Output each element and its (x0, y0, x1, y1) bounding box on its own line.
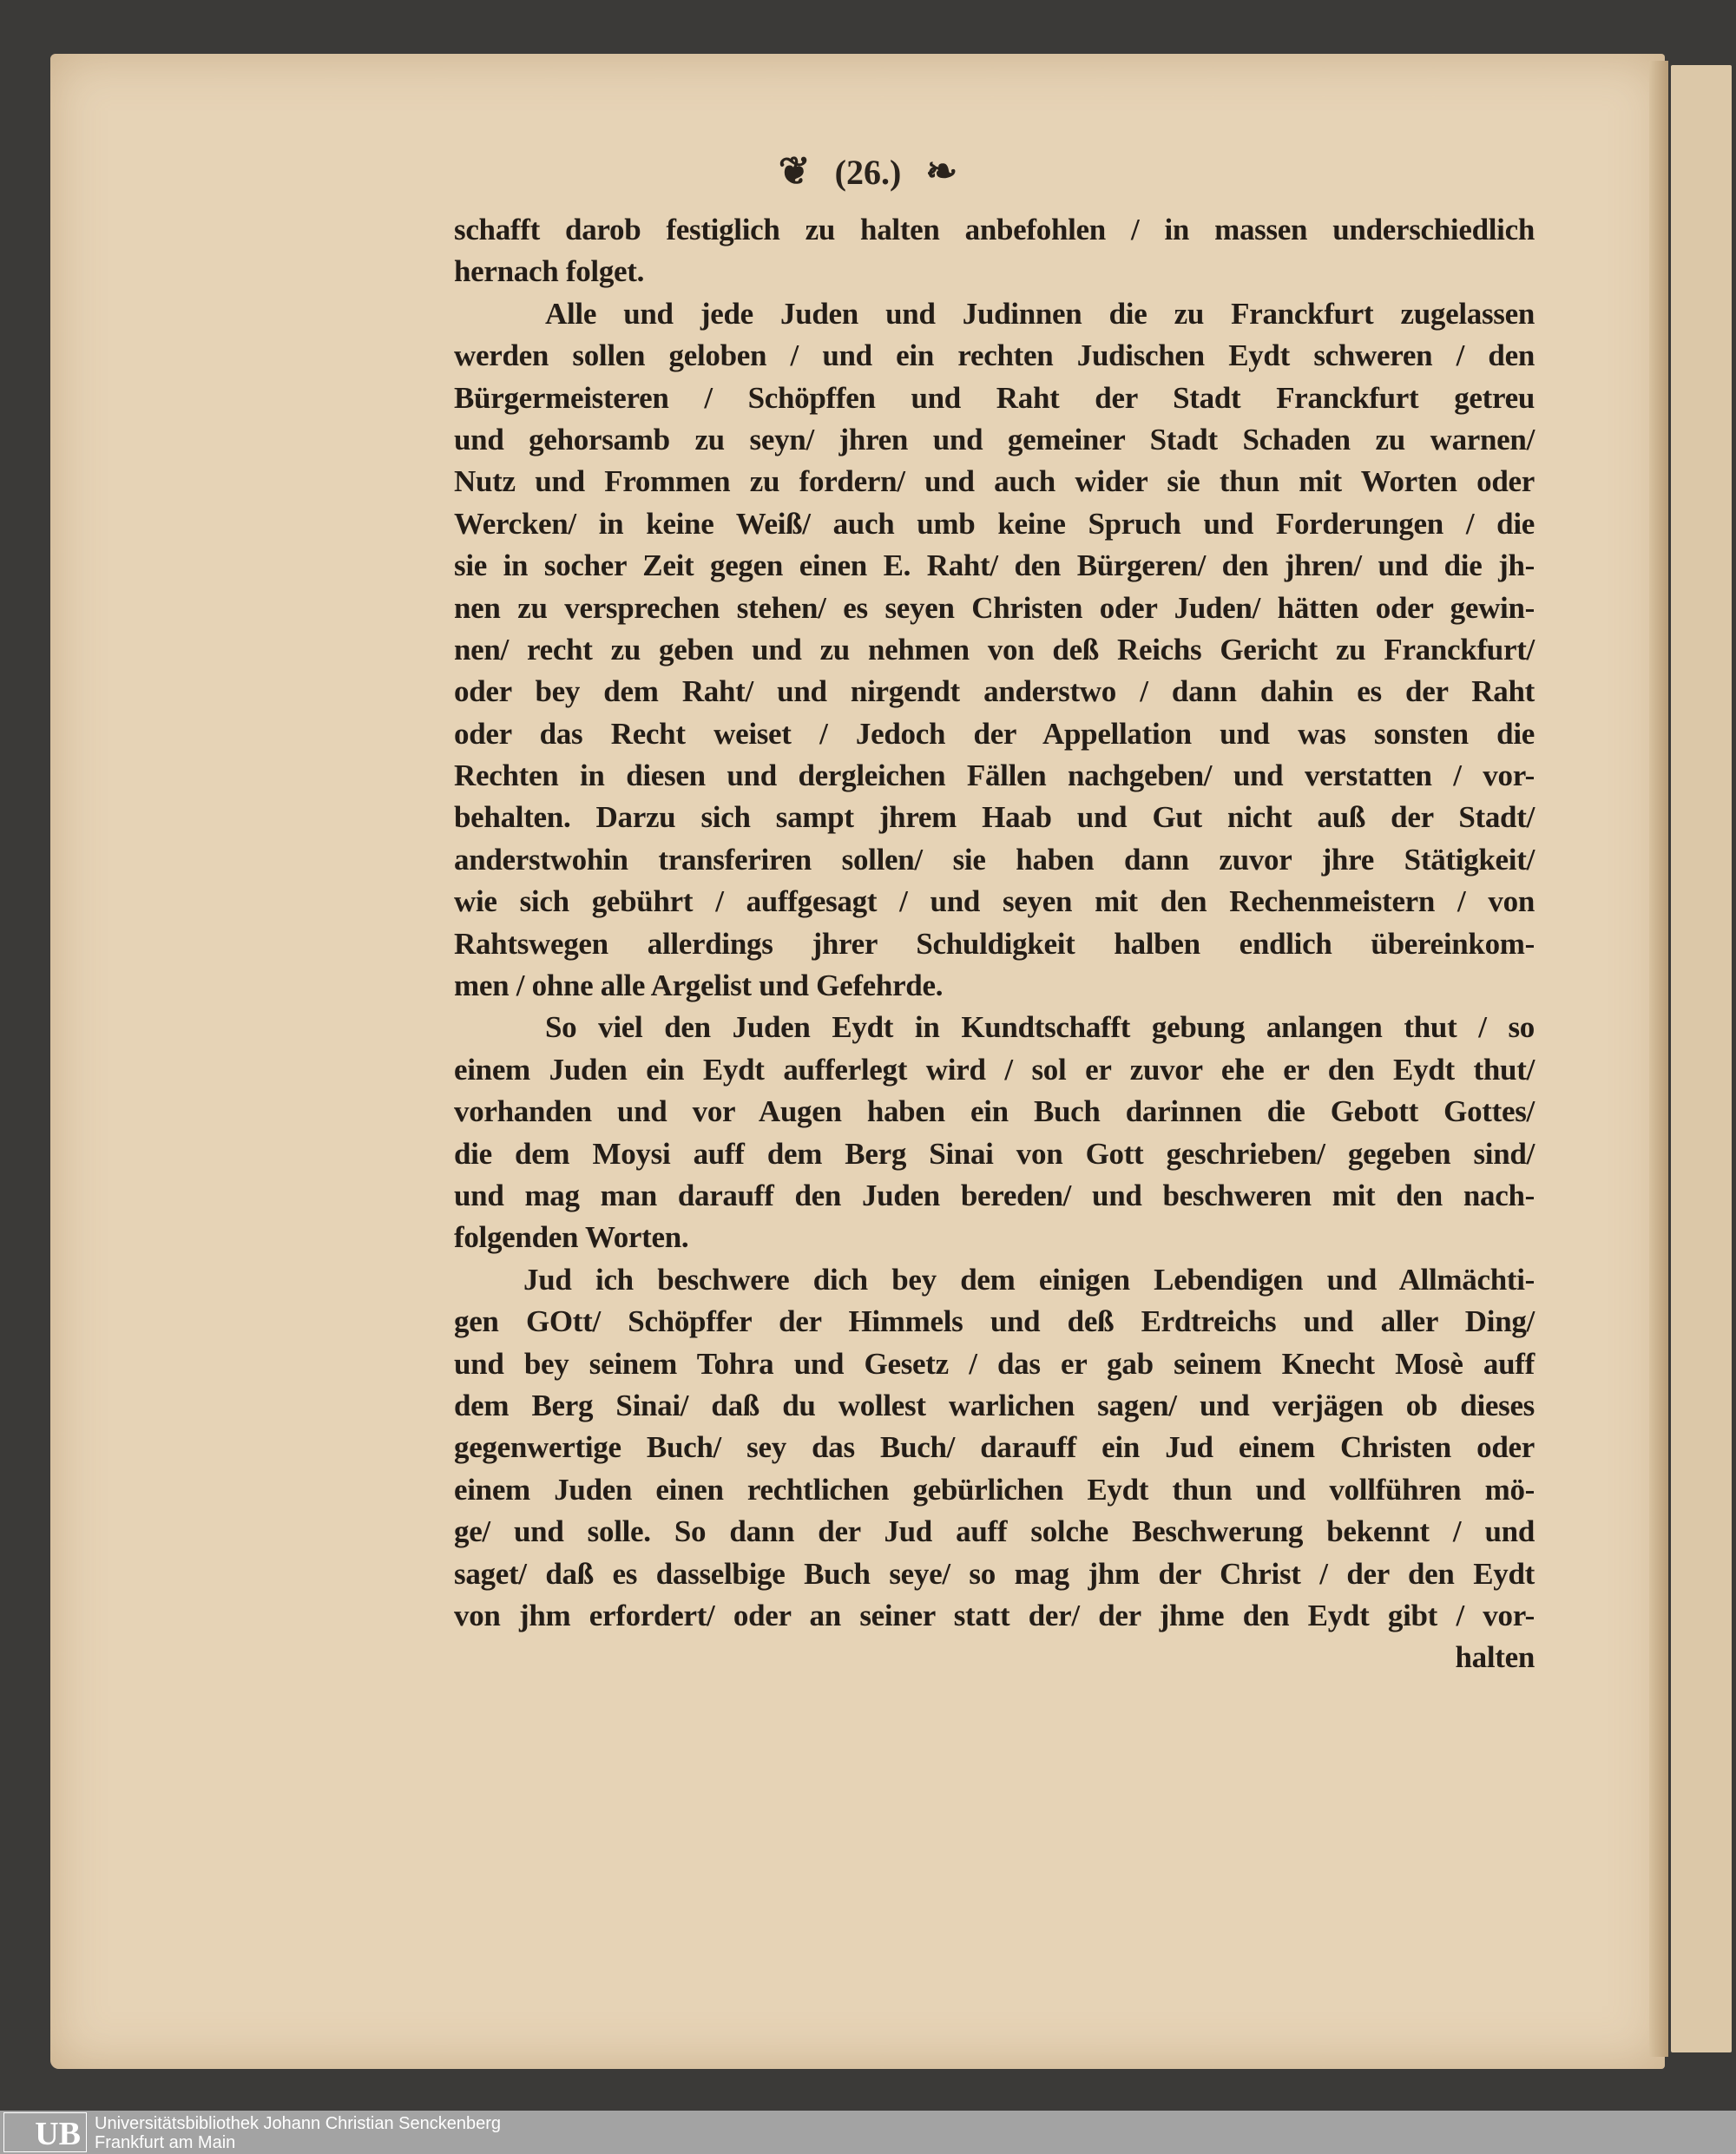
footer-library-name: Universitätsbibliothek Johann Christian Senckenberg (95, 2114, 502, 2133)
facing-page-edge (1671, 65, 1732, 2052)
text-line: saget/ daß es dasselbige Buch seye/ so mag jhm der Christ / der den Eydt (454, 1556, 1535, 1591)
text-line: Jud ich beschwere dich bey dem einigen Lebendigen und Allmächti- (523, 1262, 1535, 1297)
text-line: von jhm erfordert/ oder an seiner statt der/ der jhme den Eydt gibt / vor- (454, 1598, 1535, 1632)
text-line: Nutz und Frommen zu fordern/ und auch wider sie thun mit Worten oder (454, 464, 1535, 499)
ornament-right-icon: ❧ (925, 150, 958, 193)
text-line: Rechten in diesen und dergleichen Fällen nachgeben/ und verstatten / vor- (454, 758, 1535, 793)
text-line: die dem Moysi auff dem Berg Sinai von Gott geschrieben/ gegeben sind/ (454, 1136, 1535, 1171)
text-line: sie in socher Zeit gegen einen E. Raht/ den Bürgeren/ den jhren/ und die jh- (454, 548, 1535, 583)
text-line: folgenden Worten. (454, 1220, 689, 1255)
text-line: werden sollen geloben / und ein rechten Judischen Eydt schweren / den (454, 338, 1535, 373)
text-line: Wercken/ in keine Weiß/ auch umb keine Spruch und Forderungen / die (454, 506, 1535, 541)
text-line: einem Juden ein Eydt aufferlegt wird / sol er zuvor ehe er den Eydt thut/ (454, 1052, 1535, 1087)
text-line: So viel den Juden Eydt in Kundtschafft gebung anlangen thut / so (545, 1010, 1535, 1045)
text-line: und gehorsamb zu seyn/ jhren und gemeiner Stadt Schaden zu warnen/ (454, 422, 1535, 456)
text-line: Bürgermeisteren / Schöpffen und Raht der Stadt Franckfurt getreu (454, 380, 1535, 415)
text-line: nen/ recht zu geben und zu nehmen von deß Reichs Gericht zu Franckfurt/ (454, 632, 1535, 667)
text-line: gen GOtt/ Schöpffer der Himmels und deß Erdtreichs und aller Ding/ (454, 1304, 1535, 1339)
text-line: Rahtswegen allerdings jhrer Schuldigkeit halben endlich übereinkom- (454, 926, 1535, 961)
text-line: Alle und jede Juden und Judinnen die zu Franckfurt zugelassen (545, 296, 1535, 331)
text-line: halten (1455, 1640, 1535, 1675)
text-line: und mag man darauff den Juden bereden/ und beschweren mit den nach- (454, 1178, 1535, 1212)
text-line: einem Juden einen rechtlichen gebürlichen Eydt thun und vollführen mö- (454, 1472, 1535, 1507)
text-line: behalten. Darzu sich sampt jhrem Haab und Gut nicht auß der Stadt/ (454, 800, 1535, 835)
text-line: nen zu versprechen stehen/ es seyen Christen oder Juden/ hätten oder gewin- (454, 590, 1535, 625)
text-line: men / ohne alle Argelist und Gefehrde. (454, 969, 944, 1003)
body-text (454, 209, 1535, 1679)
text-line: und bey seinem Tohra und Gesetz / das er gab seinem Knecht Mosè auff (454, 1346, 1535, 1381)
text-line: gegenwertige Buch/ sey das Buch/ darauff ein Jud einem Christen oder (454, 1430, 1535, 1465)
page-header (0, 149, 1736, 194)
page-number: (26.) (834, 153, 902, 192)
text-line: anderstwohin transferiren sollen/ sie haben dann zuvor jhre Stätigkeit/ (454, 842, 1535, 877)
text-line: hernach folget. (454, 254, 645, 289)
footer-city: Frankfurt am Main (95, 2133, 236, 2152)
text-line: wie sich gebührt / auffgesagt / und seyen mit den Rechenmeistern / von (454, 884, 1535, 919)
text-line: dem Berg Sinai/ daß du wollest warlichen sagen/ und verjägen ob dieses (454, 1388, 1535, 1422)
logo-text: UB (35, 2116, 81, 2152)
page-gutter (1649, 61, 1668, 2057)
footer-bar (0, 2111, 1736, 2154)
text-line: ge/ und solle. So dann der Jud auff solche Beschwerung bekennt / und (454, 1514, 1535, 1549)
text-line: oder das Recht weiset / Jedoch der Appellation und was sonsten die (454, 716, 1535, 751)
text-line: vorhanden und vor Augen haben ein Buch darinnen die Gebott Gottes/ (454, 1094, 1535, 1129)
library-logo (3, 2112, 87, 2152)
ornament-left-icon: ❦ (778, 150, 811, 193)
text-line: oder bey dem Raht/ und nirgendt anderstwo / dann dahin es der Raht (454, 674, 1535, 709)
text-line: schafft darob festiglich zu halten anbefohlen / in massen underschiedlich (454, 213, 1535, 246)
